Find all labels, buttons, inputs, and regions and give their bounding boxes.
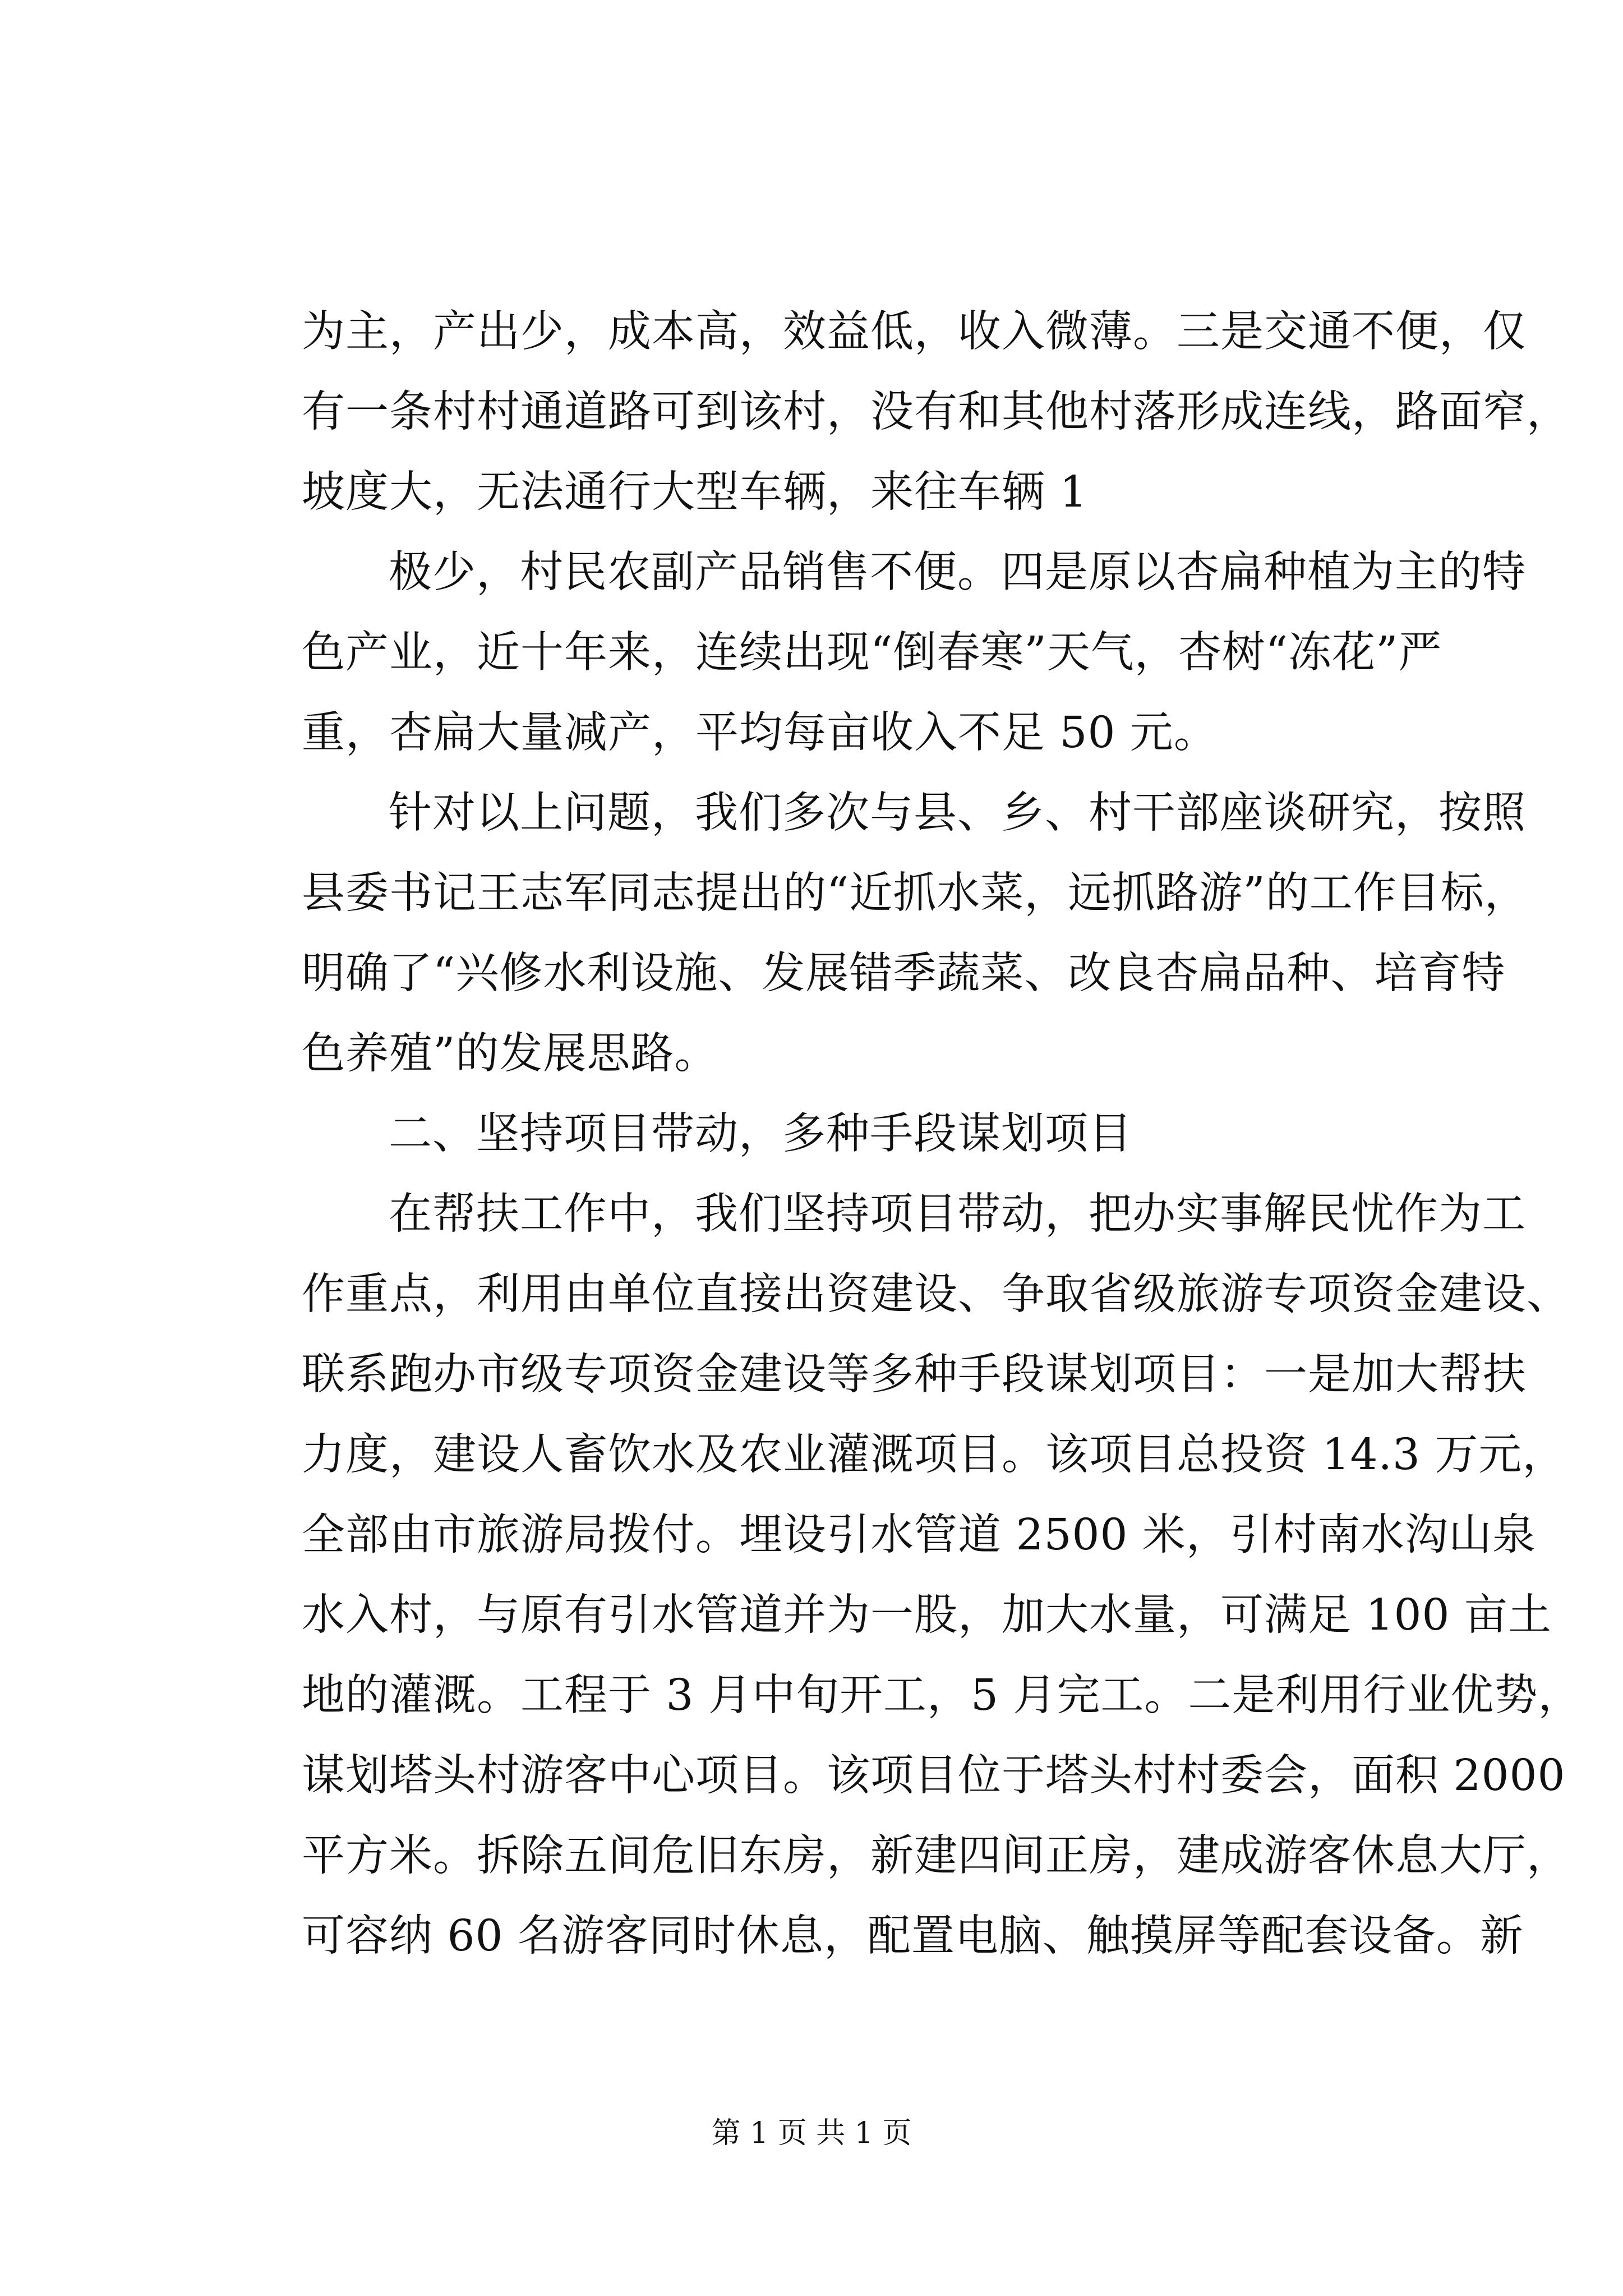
- paragraph-line: 为主，产出少，成本高，效益低，收入微薄。三是交通不便，仅: [302, 307, 1527, 357]
- page-footer: 第 1 页 共 1 页: [711, 2116, 912, 2150]
- paragraph-line: 地的灌溉。工程于 3 月中旬开工，5 月完工。二是利用行业优势，: [302, 1671, 1582, 1720]
- paragraph-line: 作重点，利用由单位直接出资建设、争取省级旅游专项资金建设、: [302, 1269, 1570, 1319]
- paragraph-line: 联系跑办市级专项资金建设等多种手段谋划项目：一是加大帮扶: [302, 1350, 1527, 1400]
- paragraph-line: 明确了“兴修水利设施、发展错季蔬菜、改良杏扁品种、培育特: [302, 949, 1506, 999]
- paragraph-line: 水入村，与原有引水管道并为一股，加大水量，可满足 100 亩土: [302, 1590, 1552, 1640]
- paragraph-line: 重，杏扁大量减产，平均每亩收入不足 50 元。: [302, 708, 1218, 758]
- section-heading: 二、坚持项目带动，多种手段谋划项目: [389, 1109, 1132, 1159]
- paragraph-line: 色产业，近十年来，连续出现“倒春寒”天气，杏树“冻花”严: [302, 628, 1442, 678]
- paragraph-line: 有一条村村通道路可到该村，没有和其他村落形成连线，路面窄，: [302, 387, 1570, 437]
- paragraph-line: 极少，村民农副产品销售不便。四是原以杏扁种植为主的特: [389, 547, 1526, 597]
- paragraph-line: 谋划塔头村游客中心项目。该项目位于塔头村村委会，面积 2000: [302, 1751, 1566, 1801]
- paragraph-line: 针对以上问题，我们多次与县、乡、村干部座谈研究，按照: [389, 788, 1526, 838]
- paragraph-line: 坡度大，无法通行大型车辆，来往车辆 1: [302, 467, 1088, 517]
- paragraph-line: 平方米。拆除五间危旧东房，新建四间正房，建成游客休息大厅，: [302, 1831, 1570, 1881]
- document-body: [302, 292, 1582, 1976]
- paragraph-line: 可容纳 60 名游客同时休息，配置电脑、触摸屏等配套设备。新: [302, 1911, 1524, 1961]
- paragraph-line: 在帮扶工作中，我们坚持项目带动，把办实事解民忧作为工: [389, 1189, 1526, 1239]
- paragraph-line: 全部由市旅游局拨付。埋设引水管道 2500 米，引村南水沟山泉: [302, 1510, 1536, 1560]
- paragraph-line: 县委书记王志军同志提出的“近抓水菜，远抓路游”的工作目标，: [302, 868, 1528, 918]
- paragraph-line: 力度，建设人畜饮水及农业灌溉项目。该项目总投资 14.3 万元，: [302, 1430, 1566, 1480]
- paragraph-line: 色养殖”的发展思路。: [302, 1029, 718, 1079]
